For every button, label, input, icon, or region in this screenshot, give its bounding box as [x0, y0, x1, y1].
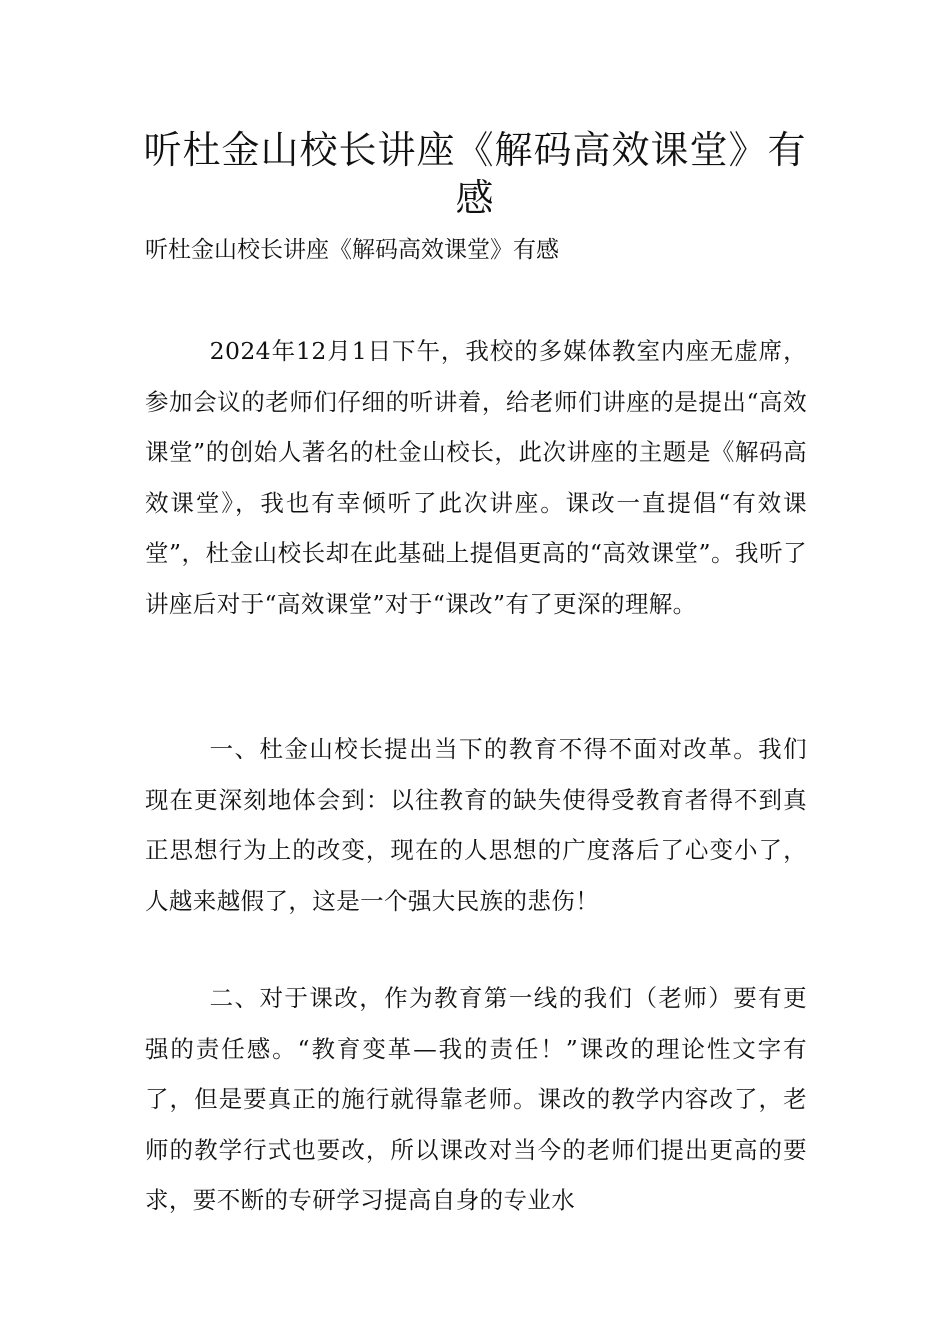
paragraph-point-two: 二、对于课改，作为教育第一线的我们（老师）要有更强的责任感。“教育变革—我的责任！”课改的理论性文字有了，但是要真正的施行就得靠老师。课改的教学内容改了，老师的教学行式也要改，所以课改对当今的老师们提出更高的要求，要不断的专研学习提高自身的专业水 [145, 984, 807, 1214]
paragraph-intro: 2024年12月1日下午，我校的多媒体教室内座无虚席，参加会议的老师们仔细的听讲着，给老师们讲座的是提出“高效课堂”的创始人著名的杜金山校长，此次讲座的主题是《解码高效课堂》，我也有幸倾听了此次讲座。课改一直提倡“有效课堂”，杜金山校长却在此基础上提倡更高的“高效课堂”。我听了讲座后对于“高效课堂”对于“课改”有了更深的理解。 [145, 337, 807, 618]
paragraph-point-one: 一、杜金山校长提出当下的教育不得不面对改革。我们现在更深刻地体会到：以往教育的缺失使得受教育者得不到真正思想行为上的改变，现在的人思想的广度落后了心变小了，人越来越假了，这是一个强大民族的悲伤！ [145, 735, 807, 915]
document-subtitle: 听杜金山校长讲座《解码高效课堂》有感 [145, 237, 559, 263]
document-title: 听杜金山校长讲座《解码高效课堂》有感 [143, 128, 807, 220]
